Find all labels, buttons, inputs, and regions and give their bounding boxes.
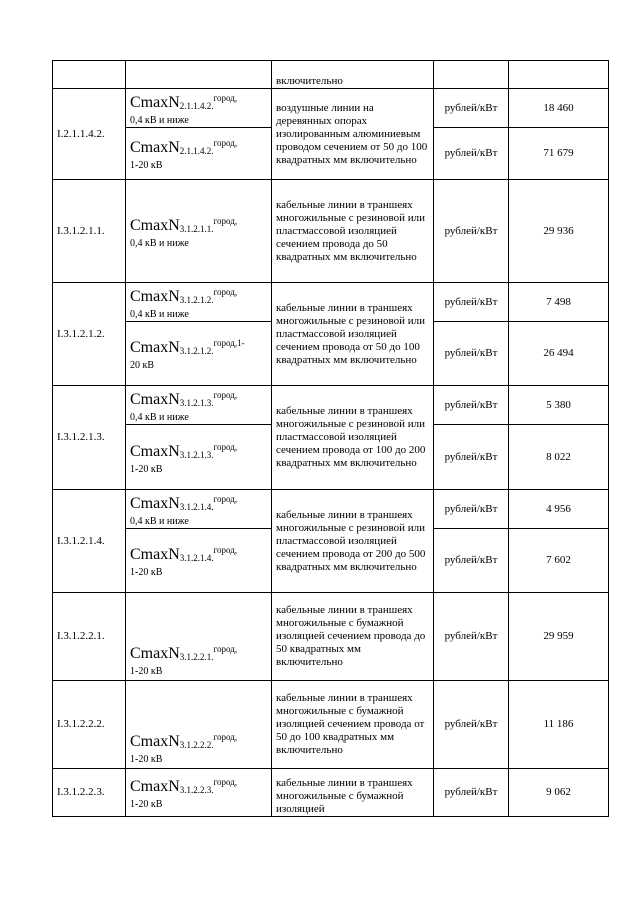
voltage-note: 0,4 кВ и ниже xyxy=(130,308,189,320)
table-row xyxy=(53,283,609,322)
voltage-note: 20 кВ xyxy=(130,360,155,371)
table-row xyxy=(53,89,609,128)
table-row xyxy=(53,681,609,769)
unit-cell: рублей/кВт xyxy=(434,593,509,681)
symbol-main: CmaxN xyxy=(130,139,180,156)
voltage-note: 1-20 кВ xyxy=(130,799,163,810)
symbol-superscript: город, xyxy=(213,644,238,654)
symbol-superscript: город, xyxy=(213,545,238,555)
symbol-subscript: 3.1.2.2.1. xyxy=(179,652,214,662)
row-description: кабельные линии в траншеях многожильные с бумажной изоляцией сечением провода до 50 квадратных мм включительно xyxy=(272,593,434,681)
value-cell: 71 679 xyxy=(509,128,609,180)
rate-symbol xyxy=(126,322,272,386)
voltage-note: 0,4 кВ и ниже xyxy=(130,237,189,249)
rate-symbol xyxy=(126,425,272,490)
table-row xyxy=(53,386,609,425)
symbol-superscript: город, xyxy=(213,732,238,742)
table-row xyxy=(53,769,609,817)
symbol-main: CmaxN xyxy=(130,733,180,750)
unit-cell: рублей/кВт xyxy=(434,386,509,425)
row-description: кабельные линии в траншеях многожильные с резиновой или пластмассовой изоляцией сечением провода от 50 до 100 квадратных мм включительно xyxy=(272,283,434,386)
rate-symbol xyxy=(126,89,272,128)
table-cell xyxy=(434,61,509,89)
row-code: I.3.1.2.2.1. xyxy=(53,593,126,681)
value-cell: 7 602 xyxy=(509,529,609,593)
value-cell: 26 494 xyxy=(509,322,609,386)
row-code: I.3.1.2.2.2. xyxy=(53,681,126,769)
symbol-subscript: 3.1.2.1.4. xyxy=(179,553,214,563)
symbol-superscript: город, xyxy=(213,777,238,787)
voltage-note: 1-20 кВ xyxy=(130,567,163,578)
symbol-superscript: город, xyxy=(213,138,238,148)
symbol-superscript: город, xyxy=(213,215,238,226)
symbol-main: CmaxN xyxy=(130,93,180,111)
row-code: I.2.1.1.4.2. xyxy=(53,89,126,180)
value-cell: 29 959 xyxy=(509,593,609,681)
symbol-subscript: 3.1.2.2.3. xyxy=(179,785,214,795)
symbol-subscript: 3.1.2.1.2. xyxy=(179,346,214,356)
row-description: включительно xyxy=(272,61,434,89)
row-description: кабельные линии в траншеях многожильные с резиновой или пластмассовой изоляцией сечением провода от 100 до 200 квадратных мм включительно xyxy=(272,386,434,490)
symbol-main: CmaxN xyxy=(130,546,180,563)
row-description: кабельные линии в траншеях многожильные с бумажной изоляцией сечением провода от 50 до 100 квадратных мм включительно xyxy=(272,681,434,769)
row-code: I.3.1.2.1.4. xyxy=(53,490,126,593)
unit-cell: рублей/кВт xyxy=(434,128,509,180)
value-cell: 4 956 xyxy=(509,490,609,529)
symbol-subscript: 2.1.1.4.2. xyxy=(179,100,214,111)
symbol-main: CmaxN xyxy=(130,390,180,408)
table-row xyxy=(53,593,609,681)
voltage-note: 0,4 кВ и ниже xyxy=(130,411,189,423)
row-description: кабельные линии в траншеях многожильные с бумажной изоляцией xyxy=(272,769,434,817)
unit-cell: рублей/кВт xyxy=(434,529,509,593)
rate-symbol xyxy=(126,128,272,180)
unit-cell: рублей/кВт xyxy=(434,769,509,817)
rate-symbol xyxy=(126,283,272,322)
value-cell: 9 062 xyxy=(509,769,609,817)
voltage-note: 1-20 кВ xyxy=(130,754,163,765)
symbol-superscript: город, xyxy=(213,389,238,400)
symbol-subscript: 2.1.1.4.2. xyxy=(179,146,214,156)
symbol-superscript: город, xyxy=(213,286,238,297)
symbol-subscript: 3.1.2.2.2. xyxy=(179,740,214,750)
symbol-subscript: 3.1.2.1.3. xyxy=(179,449,214,460)
row-code: I.3.1.2.1.2. xyxy=(53,283,126,386)
value-cell: 29 936 xyxy=(509,180,609,283)
voltage-note: 0,4 кВ и ниже xyxy=(130,114,189,126)
voltage-note: 1-20 кВ xyxy=(130,463,163,475)
rate-symbol xyxy=(126,490,272,529)
value-cell: 5 380 xyxy=(509,386,609,425)
unit-cell: рублей/кВт xyxy=(434,283,509,322)
table-row xyxy=(53,61,609,89)
rate-symbol xyxy=(126,681,272,769)
symbol-main: CmaxN xyxy=(130,442,180,460)
symbol-main: CmaxN xyxy=(130,645,180,662)
table-row xyxy=(53,490,609,529)
value-cell: 7 498 xyxy=(509,283,609,322)
symbol-main: CmaxN xyxy=(130,494,180,512)
symbol-subscript: 3.1.2.1.3. xyxy=(179,397,214,408)
row-description: кабельные линии в траншеях многожильные с резиновой или пластмассовой изоляцией сечением провода от 200 до 500 квадратных мм включительно xyxy=(272,490,434,593)
symbol-superscript: город,1- xyxy=(213,338,245,348)
value-cell: 8 022 xyxy=(509,425,609,490)
symbol-subscript: 3.1.2.1.4. xyxy=(179,501,214,512)
rate-symbol xyxy=(126,593,272,681)
symbol-main: CmaxN xyxy=(130,216,180,234)
table-cell xyxy=(509,61,609,89)
row-description: воздушные линии на деревянных опорах изолированным алюминиевым проводом сечением от 50 до 100 квадратных мм включительно xyxy=(272,89,434,180)
table-cell xyxy=(126,61,272,89)
table-cell xyxy=(53,61,126,89)
tariff-table xyxy=(52,60,609,817)
symbol-subscript: 3.1.2.1.2. xyxy=(179,294,214,305)
symbol-superscript: город, xyxy=(213,493,238,504)
rate-symbol xyxy=(126,529,272,593)
symbol-main: CmaxN xyxy=(130,287,180,305)
symbol-superscript: город, xyxy=(213,441,238,452)
symbol-main: CmaxN xyxy=(130,339,180,356)
unit-cell: рублей/кВт xyxy=(434,425,509,490)
row-code: I.3.1.2.1.1. xyxy=(53,180,126,283)
value-cell: 11 186 xyxy=(509,681,609,769)
value-cell: 18 460 xyxy=(509,89,609,128)
unit-cell: рублей/кВт xyxy=(434,490,509,529)
voltage-note: 1-20 кВ xyxy=(130,160,163,171)
row-code: I.3.1.2.1.3. xyxy=(53,386,126,490)
voltage-note: 0,4 кВ и ниже xyxy=(130,515,189,527)
unit-cell: рублей/кВт xyxy=(434,180,509,283)
row-description: кабельные линии в траншеях многожильные с резиновой или пластмассовой изоляцией сечением провода до 50 квадратных мм включительно xyxy=(272,180,434,283)
symbol-subscript: 3.1.2.1.1. xyxy=(179,223,214,234)
symbol-main: CmaxN xyxy=(130,778,180,795)
symbol-superscript: город, xyxy=(213,92,238,103)
unit-cell: рублей/кВт xyxy=(434,89,509,128)
table-row xyxy=(53,180,609,283)
row-code: I.3.1.2.2.3. xyxy=(53,769,126,817)
unit-cell: рублей/кВт xyxy=(434,322,509,386)
rate-symbol xyxy=(126,769,272,817)
rate-symbol xyxy=(126,180,272,283)
voltage-note: 1-20 кВ xyxy=(130,666,163,677)
rate-symbol xyxy=(126,386,272,425)
unit-cell: рублей/кВт xyxy=(434,681,509,769)
